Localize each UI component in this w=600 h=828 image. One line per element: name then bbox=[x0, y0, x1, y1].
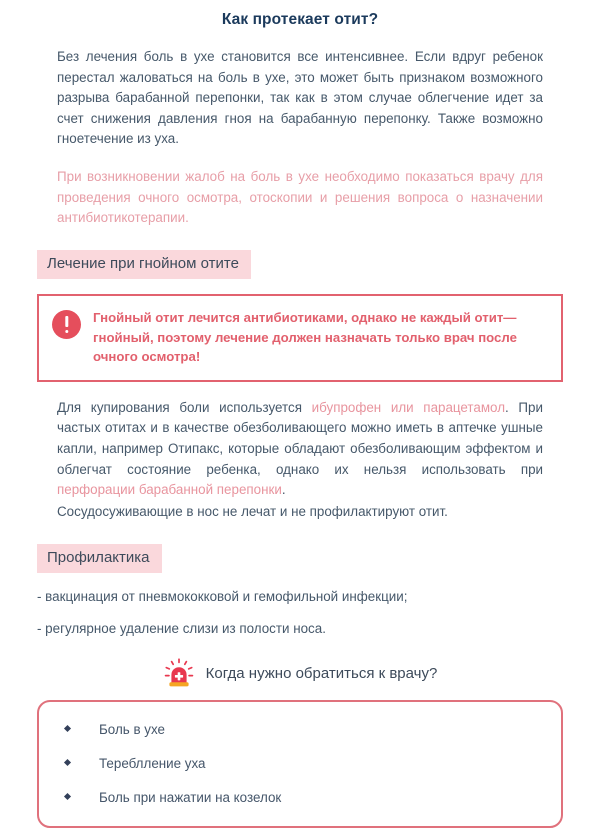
treatment-highlight-painkillers: ибупрофен или парацетамол bbox=[311, 399, 506, 415]
list-item: - регулярное удаление слизи из полости носа. bbox=[37, 621, 326, 637]
diamond-bullet-icon bbox=[64, 759, 71, 766]
treatment-paragraph bbox=[57, 398, 543, 501]
symptom-label: Боль при нажатии на козелок bbox=[99, 790, 282, 806]
symptoms-callout-box bbox=[37, 700, 563, 828]
warning-text: Гнойный отит лечится антибиотиками, однако не каждый отит—гнойный, поэтому лечение должен назначать только врач после очного осмотра! bbox=[93, 309, 517, 365]
warning-callout bbox=[37, 294, 563, 382]
siren-alert-icon bbox=[163, 658, 195, 688]
treatment-content bbox=[37, 398, 563, 523]
treatment-text-part1: Для купирования боли используется bbox=[57, 399, 312, 415]
symptom-label: Тереблление уха bbox=[99, 756, 206, 772]
treatment-highlight-perforation: перфорации барабанной перепонки bbox=[57, 482, 282, 498]
diamond-bullet-icon bbox=[64, 793, 71, 800]
page-title: Как протекает отит? bbox=[221, 11, 379, 28]
prophylaxis-heading-wrap bbox=[37, 544, 563, 573]
symptoms-list bbox=[39, 720, 561, 808]
doctor-callout-title: Когда нужно обратиться к врачу? bbox=[205, 664, 438, 682]
article-content bbox=[37, 47, 563, 229]
list-item bbox=[65, 720, 561, 740]
vasoconstrictor-note: Сосудосуживающие в нос не лечат и не профилактируют отит. bbox=[57, 503, 448, 519]
symptom-label: Боль в ухе bbox=[99, 722, 165, 738]
section-heading-treatment: Лечение при гнойном отите bbox=[37, 250, 251, 279]
list-item bbox=[65, 788, 561, 808]
doctor-callout-header bbox=[37, 658, 563, 688]
treatment-text-part2: . При частых отитах и в качестве обезболивающего можно иметь в аптечке ушные капли, например Отипакс, которые обладают обезболивающим эффектом и облегчат состояние ребенка, однако их нельзя использовать при bbox=[57, 399, 543, 477]
exclamation-circle-icon bbox=[52, 310, 81, 339]
prophylaxis-list bbox=[37, 587, 563, 639]
list-item: - вакцинация от пневмококковой и гемофильной инфекции; bbox=[37, 589, 408, 605]
note-paragraph: При возникновении жалоб на боль в ухе необходимо показаться врачу для проведения очного осмотра, отоскопии и решения вопроса о назначении антибиотикотерапии. bbox=[57, 168, 543, 226]
diamond-bullet-icon bbox=[64, 725, 71, 732]
intro-paragraph: Без лечения боль в ухе становится все интенсивнее. Если вдруг ребенок перестал жаловаться на боль в ухе, это может быть признаком возможного разрыва барабанной перепонки, так как в этом случае облегчение идет за счет снижения давления гноя на барабанную перепонку. Также возможно гноетечение из уха. bbox=[57, 49, 543, 147]
treatment-text-part3: . bbox=[281, 482, 286, 498]
list-item bbox=[65, 754, 561, 774]
treatment-heading-wrap bbox=[37, 250, 563, 279]
section-heading-prophylaxis: Профилактика bbox=[37, 544, 162, 573]
